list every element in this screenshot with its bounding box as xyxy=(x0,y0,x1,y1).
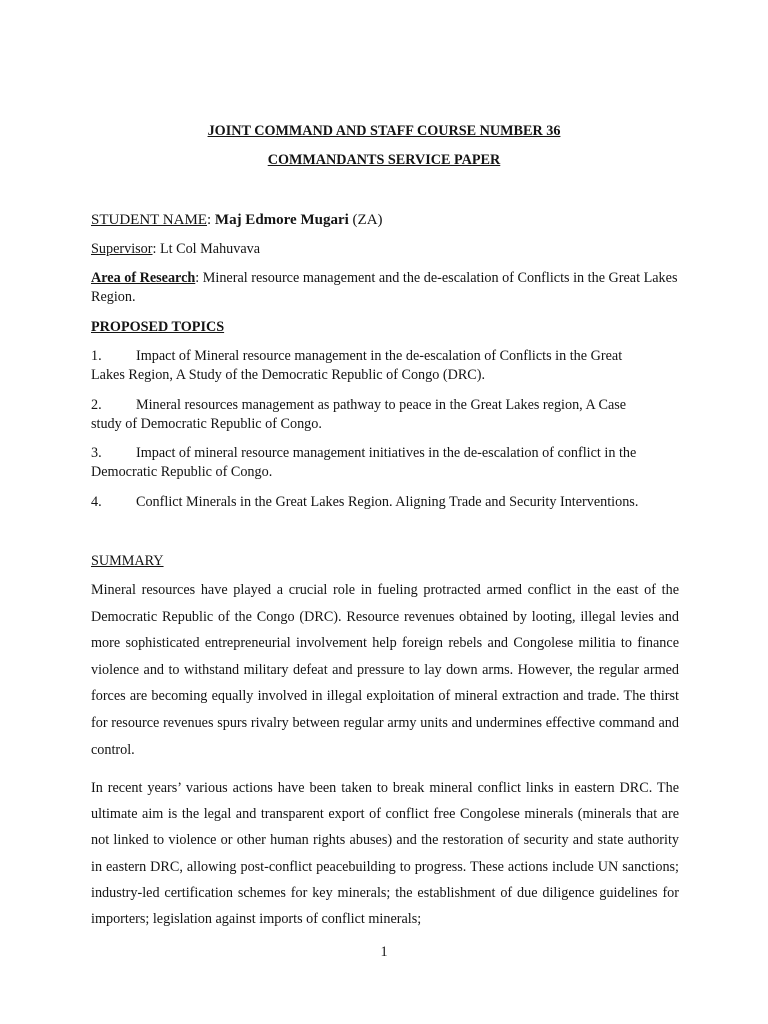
student-name-colon: : xyxy=(206,212,212,228)
supervisor-line xyxy=(91,240,681,259)
topic-number: 3. xyxy=(91,445,102,461)
page-number: 1 xyxy=(380,944,388,960)
student-name-label: STUDENT NAME xyxy=(91,212,207,228)
topic-item-3 xyxy=(91,444,681,482)
topic-item-4 xyxy=(91,493,681,512)
research-value: : Mineral resource management and the de-escalation of Conflicts in the Great Lakes Region. xyxy=(91,270,678,305)
course-title: JOINT COMMAND AND STAFF COURSE NUMBER 36 xyxy=(207,123,561,139)
research-area-line xyxy=(91,269,681,307)
topic-text: Mineral resources management as pathway to peace in the Great Lakes region, A Case xyxy=(136,397,627,413)
summary-paragraph-2: In recent years’ various actions have been taken to break mineral conflict links in eastern DRC. The ultimate aim is the legal and transparent export of conflict free Congolese minerals (minerals that are not linked to violence or other human rights abuses) and the restoration of security and state authority in eastern DRC, allowing post-conflict peacebuilding to progress. These actions include UN sanctions; industry-led certification schemes for key minerals; the establishment of due diligence guidelines for importers; legislation against imports of conflict minerals; xyxy=(91,780,679,928)
topic-text-cont: study of Democratic Republic of Congo. xyxy=(91,416,322,432)
topic-number: 1. xyxy=(91,348,102,364)
topic-text-cont: Democratic Republic of Congo. xyxy=(91,464,273,480)
paper-title: COMMANDANTS SERVICE PAPER xyxy=(267,152,501,168)
summary-heading: SUMMARY xyxy=(91,553,164,569)
supervisor-value: : Lt Col Mahuvava xyxy=(152,241,261,257)
topic-text-cont: Lakes Region, A Study of the Democratic Republic of Congo (DRC). xyxy=(91,367,486,383)
student-name-value: Maj Edmore Mugari xyxy=(214,212,349,228)
topic-item-1 xyxy=(91,347,681,385)
summary-paragraph-1: Mineral resources have played a crucial role in fueling protracted armed conflict in the east of the Democratic Republic of the Congo (DRC). Resource revenues obtained by looting, illegal levies and more sophisticated entrepreneurial involvement help foreign rebels and Congolese militia to finance violence and to withstand military defeat and pressure to lay down arms. However, the regular armed forces are becoming equally involved in illegal exploitation of mineral extraction and trade. The thirst for resource revenues spurs rivalry between regular army units and undermines effective command and control. xyxy=(91,582,679,758)
supervisor-label: Supervisor xyxy=(91,241,153,257)
topic-text: Conflict Minerals in the Great Lakes Region. Aligning Trade and Security Interventions. xyxy=(136,494,639,510)
topic-text: Impact of mineral resource management initiatives in the de-escalation of conflict in the xyxy=(136,445,637,461)
topic-number: 2. xyxy=(91,397,102,413)
research-label: Area of Research xyxy=(91,270,196,286)
topic-text: Impact of Mineral resource management in the de-escalation of Conflicts in the Great xyxy=(136,348,623,364)
student-country: (ZA) xyxy=(352,212,383,228)
student-name-line xyxy=(91,211,681,230)
topic-item-2 xyxy=(91,396,681,434)
topic-number: 4. xyxy=(91,494,102,510)
proposed-topics-heading: PROPOSED TOPICS xyxy=(91,319,225,335)
